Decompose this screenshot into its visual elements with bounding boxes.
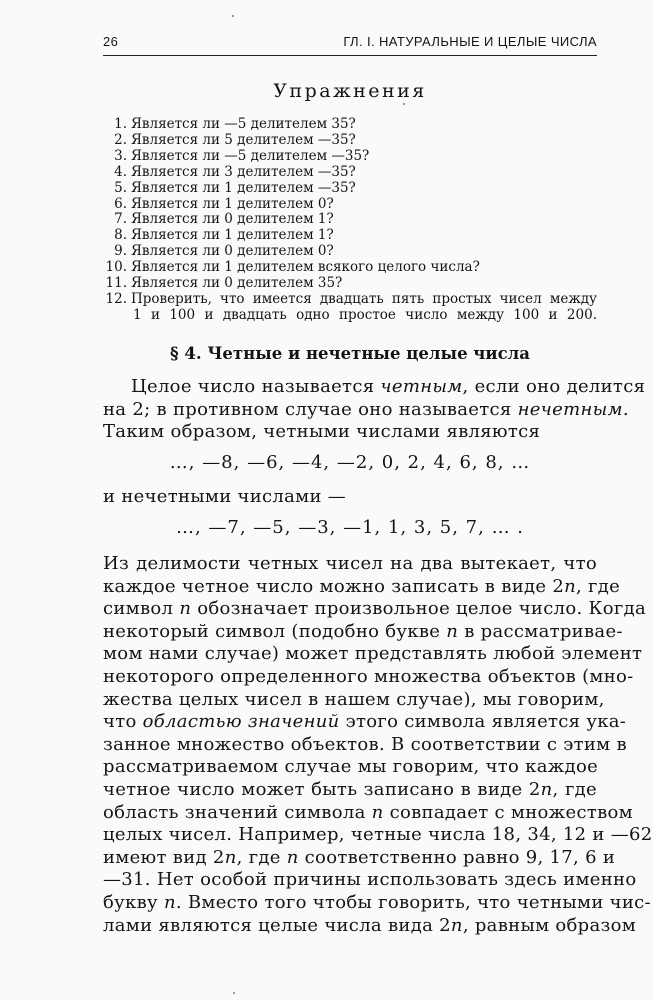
exercise-item: 2. Является ли 5 делителем —35? <box>114 131 356 148</box>
exercise-item: 11. Является ли 0 делителем 35? <box>105 275 343 292</box>
paragraph-odd-intro: и нечетными числами — <box>103 486 347 507</box>
exercise-list <box>103 117 597 324</box>
exercise-item: 3. Является ли —5 делителем —35? <box>114 147 370 164</box>
exercise-item: 9. Является ли 0 делителем 0? <box>114 243 334 260</box>
exercise-item: 1. Является ли —5 делителем 35? <box>114 116 356 132</box>
exercise-item: 12. Проверить, что имеется двадцать пять простых чисел между 1 и 100 и двадцать одно простое число между 100 и 200. <box>105 290 597 323</box>
formula-odd-numbers: …, —7, —5, —3, —1, 1, 3, 5, 7, … . <box>175 517 525 538</box>
scan-mark <box>233 992 235 994</box>
running-header <box>103 33 597 56</box>
exercise-item: 4. Является ли 3 делителем —35? <box>114 163 356 180</box>
scan-mark <box>403 103 405 105</box>
exercise-item: 5. Является ли 1 делителем —35? <box>114 179 356 196</box>
exercise-item: 8. Является ли 1 делителем 1? <box>114 227 334 244</box>
paragraph-variable-domain: Из делимости четных чисел на два вытекает, что каждое четное число можно записать в виде 2n, где символ n обозначает произвольное целое число. Когда некоторый символ (подобно букве n в рассматривае- мом нами случае) может представлять любой элемент некоторого определенного множества объектов (мно- жества целых чисел в нашем случае), мы говорим, что областью значений этого символа является ука- занное множество объектов. В соответствии с этим в рассматриваемом случае мы говорим, что каждое четное число может быть записано в виде 2n, где область значений символа n совпадает с множеством целых чисел. Например, четные числа 18, 34, 12 и —62 имеют вид 2n, где n соответственно равно 9, 17, 6 и —31. Нет особой причины использовать здесь именно букву n. Вместо того чтобы говорить, что четными чис- лами являются целые числа вида 2n, равным образом <box>103 553 653 936</box>
page-number: 26 <box>103 34 119 49</box>
section-title: § 4. Четные и нечетные целые числа <box>170 344 530 363</box>
exercise-item: 6. Является ли 1 делителем 0? <box>114 195 334 212</box>
scan-mark <box>232 15 234 17</box>
paragraph-definition: Целое число называется четным, если оно делится на 2; в противном случае оно называется нечетным. Таким образом, четными числами являются <box>103 376 646 443</box>
exercise-item: 10. Является ли 1 делителем всякого целого числа? <box>105 259 480 276</box>
exercise-item: 7. Является ли 0 делителем 1? <box>114 211 334 228</box>
running-title: ГЛ. I. НАТУРАЛЬНЫЕ И ЦЕЛЫЕ ЧИСЛА <box>343 34 597 49</box>
formula-even-numbers: …, —8, —6, —4, —2, 0, 2, 4, 6, 8, … <box>169 452 531 473</box>
exercises-title: Упражнения <box>273 80 427 102</box>
